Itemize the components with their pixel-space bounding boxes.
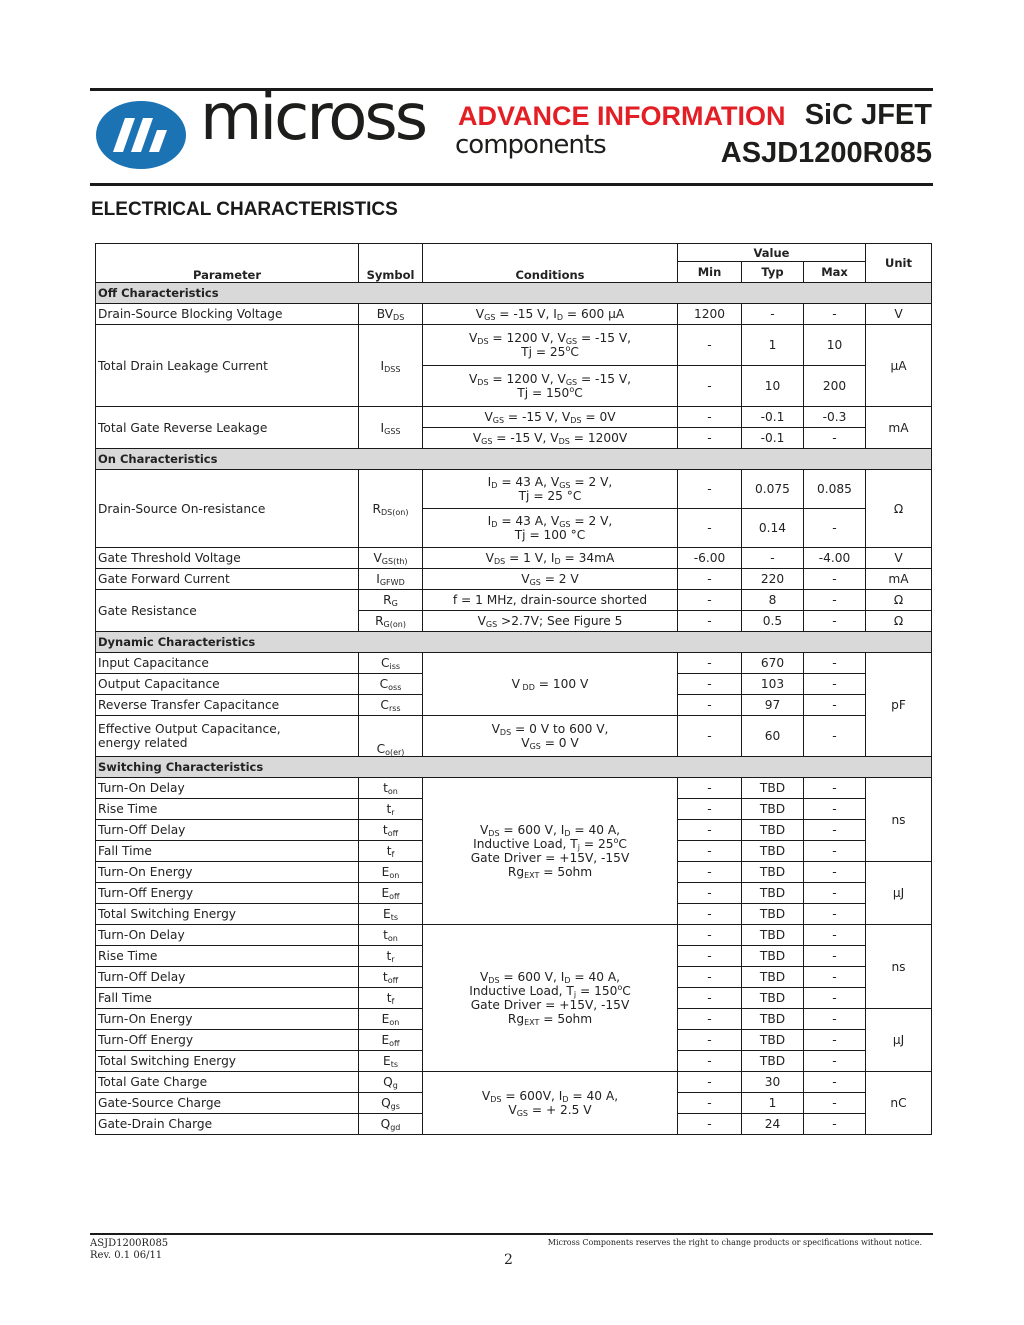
table-row: Turn-On Delay $t_{on}$ $V_{DS} = 600$ V, $I_D = 40$ A, Inductive Load, $T_j = 25^oC$ Gate Driver = +15V, -15V $Rg_{EXT} = 5ohm$ - TBD - ns [96, 778, 932, 799]
switching-rows [96, 778, 932, 1135]
footer-doc-info [90, 1238, 168, 1262]
table-row: Drain-Source On-resistance $R_{DS(on)}$ $I_D = 43$ A, $V_{GS} = 2$ V, Tj = 25 °C - 0.075 0.085 Ω [96, 470, 932, 509]
col-header-typ: Typ [742, 262, 804, 283]
part-number: ASJD1200R085 [720, 137, 932, 169]
table-row: Turn-Off Energy $E_{off}$ - TBD - [96, 1030, 932, 1051]
table-row: $R_{G(on)}$ $V_{GS} >2.7V$; See Figure 5 - 0.5 - Ω [96, 611, 932, 632]
section-row-switching: Switching Characteristics [96, 757, 932, 778]
footer-revision: Rev. 0.1 06/11 [90, 1250, 163, 1261]
footer-doc-number: ASJD1200R085 [90, 1238, 169, 1249]
table-row: Total Switching Energy $E_{ts}$ - TBD - [96, 904, 932, 925]
col-header-max: Max [804, 262, 866, 283]
section-row-off: Off Characteristics [96, 283, 932, 304]
table-row: Rise Time $t_r$ - TBD - [96, 799, 932, 820]
page-number: 2 [504, 1252, 513, 1268]
col-header-conditions: Conditions [423, 244, 678, 283]
micross-logo-icon [95, 100, 187, 170]
advance-information-label: ADVANCE INFORMATION [458, 101, 786, 131]
table-row: Gate Resistance $R_G$ f = 1 MHz, drain-source shorted - 8 - Ω [96, 590, 932, 611]
table-row: Turn-On Delay $t_{on}$ $V_{DS} = 600$ V, $I_D = 40$ A, Inductive Load, $T_j = 150^oC$ Gate Driver = +15V, -15V $Rg_{EXT} = 5ohm$ - TBD - ns [96, 925, 932, 946]
table-row: Gate Threshold Voltage $V_{GS(th)}$ $V_{DS} = 1$ V, $I_D = 34mA$ -6.00 - -4.00 V [96, 548, 932, 569]
table-row: Turn-On Energy $E_{on}$ - TBD - µJ [96, 1009, 932, 1030]
electrical-characteristics-table [95, 243, 932, 1135]
table-row: Turn-Off Delay $t_{off}$ - TBD - [96, 820, 932, 841]
section-row-on: On Characteristics [96, 449, 932, 470]
header-bottom-rule [90, 183, 933, 186]
table-row: Rise Time $t_r$ - TBD - [96, 946, 932, 967]
product-type: SiC JFET [804, 99, 932, 131]
table-row: Fall Time $t_f$ - TBD - [96, 988, 932, 1009]
brand-subtitle: components [455, 130, 606, 160]
col-header-value: Value [678, 244, 866, 262]
table-row: Total Gate Charge $Q_g$ $V_{DS} = 600V$, $I_D = 40$ A, $V_{GS}$ = + 2.5 V - 30 - nC [96, 1072, 932, 1093]
table-row: Total Drain Leakage Current $I_{DSS}$ $V_{DS} = 1200$ V, $V_{GS} = -15$ V, $Tj = 25^oC$ - 1 10 µA [96, 325, 932, 366]
table-row: Output Capacitance $C_{oss}$ - 103 - [96, 674, 932, 695]
table-row: Gate-Source Charge $Q_{gs}$ - 1 - [96, 1093, 932, 1114]
brand-name: micross [200, 81, 426, 155]
table-row: Effective Output Capacitance, energy related $C_{o(er)}$ $V_{DS} = 0$ V to 600 V, $V_{GS} = 0$ V - 60 - [96, 716, 932, 757]
col-header-symbol: Symbol [359, 244, 423, 283]
table-row: Fall Time $t_f$ - TBD - [96, 841, 932, 862]
footer-rule [90, 1233, 933, 1235]
table-row: Reverse Transfer Capacitance $C_{rss}$ - 97 - [96, 695, 932, 716]
table-row: Turn-Off Energy $E_{off}$ - TBD - [96, 883, 932, 904]
table-row: $I_D = 43$ A, $V_{GS} = 2$ V, Tj = 100 °C - 0.14 - [96, 509, 932, 548]
table-row: Input Capacitance $C_{iss}$ V $_{DD}$ = 100 V - 670 - pF [96, 653, 932, 674]
section-title: ELECTRICAL CHARACTERISTICS [91, 199, 398, 220]
col-header-min: Min [678, 262, 742, 283]
table-row: Turn-On Energy $E_{on}$ - TBD - µJ [96, 862, 932, 883]
table-header-row [96, 244, 932, 262]
table-row: Gate-Drain Charge $Q_{gd}$ - 24 - [96, 1114, 932, 1135]
col-header-parameter: Parameter [96, 244, 359, 283]
table-row: $V_{GS} = -15$ V, $V_{DS} = 1200V$ - -0.1 - [96, 428, 932, 449]
col-header-unit: Unit [866, 244, 932, 283]
section-row-dynamic: Dynamic Characteristics [96, 632, 932, 653]
table-row: $V_{DS} = 1200$ V, $V_{GS} = -15$ V, $Tj = 150^oC$ - 10 200 [96, 366, 932, 407]
table-row: Total Switching Energy $E_{ts}$ - TBD - [96, 1051, 932, 1072]
table-row: Total Gate Reverse Leakage $I_{GSS}$ $V_{GS} = -15$ V, $V_{DS} = 0V$ - -0.1 -0.3 mA [96, 407, 932, 428]
table-row: Gate Forward Current $I_{GFWD}$ $V_{GS} = 2$ V - 220 - mA [96, 569, 932, 590]
table-row: Turn-Off Delay $t_{off}$ - TBD - [96, 967, 932, 988]
footer-notice: Micross Components reserves the right to change products or specifications without notice. [547, 1238, 922, 1247]
table-row: Drain-Source Blocking Voltage $BV_{DS}$ $V_{GS} = -15$ V, $I_D = 600$ µA 1200 - - V [96, 304, 932, 325]
